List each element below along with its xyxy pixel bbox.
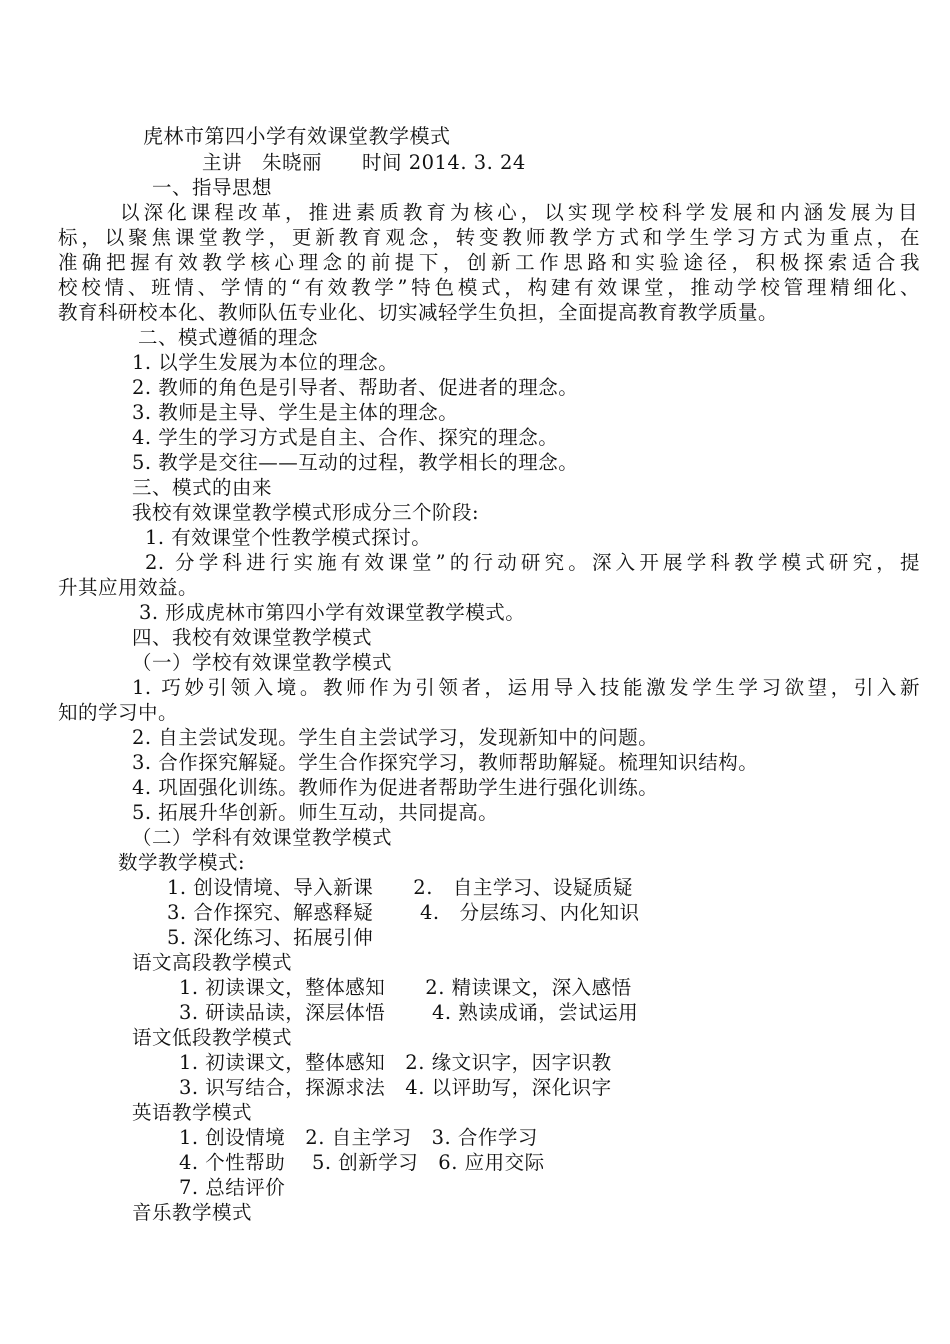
model-step-row: 1. 初读课文，整体感知 2. 精读课文，深入感悟 bbox=[179, 976, 632, 999]
list-item-continuation: 知的学习中。 bbox=[58, 701, 179, 724]
model-step-row: 3. 合作探究、解惑释疑 4. 分层练习、内化知识 bbox=[167, 901, 640, 924]
paragraph-line: 校校情、班情、学情的“有效教学”特色模式，构建有效课堂，推动学校管理精细化、 bbox=[58, 276, 920, 299]
list-item: 2. 分学科进行实施有效课堂”的行动研究。深入开展学科教学模式研究，提 bbox=[145, 551, 920, 574]
section-intro: 我校有效课堂教学模式形成分三个阶段: bbox=[132, 501, 480, 524]
math-model-heading: 数学教学模式: bbox=[118, 851, 246, 874]
model-step-row: 4. 个性帮助 5. 创新学习 6. 应用交际 bbox=[179, 1151, 545, 1174]
chinese-high-model-heading: 语文高段教学模式 bbox=[132, 951, 293, 974]
list-item: 2. 自主尝试发现。学生自主尝试学习，发现新知中的问题。 bbox=[132, 726, 659, 749]
paragraph-line: 标，以聚焦课堂教学，更新教育观念，转变教师教学方式和学生学习方式为重点，在 bbox=[58, 226, 920, 249]
chinese-low-model-heading: 语文低段教学模式 bbox=[132, 1026, 293, 1049]
english-model-heading: 英语教学模式 bbox=[132, 1101, 253, 1124]
list-item: 2. 教师的角色是引导者、帮助者、促进者的理念。 bbox=[132, 376, 579, 399]
list-item: 5. 教学是交往——互动的过程，教学相长的理念。 bbox=[132, 451, 579, 474]
paragraph-line: 教育科研校本化、教师队伍专业化、切实减轻学生负担，全面提高教育教学质量。 bbox=[58, 301, 779, 324]
model-step-row: 1. 初读课文，整体感知 2. 缘文识字，因字识教 bbox=[179, 1051, 612, 1074]
music-model-heading: 音乐教学模式 bbox=[132, 1201, 253, 1224]
list-item: 1. 以学生发展为本位的理念。 bbox=[132, 351, 399, 374]
section-heading-principles: 二、模式遵循的理念 bbox=[138, 326, 319, 349]
list-item-continuation: 升其应用效益。 bbox=[58, 576, 199, 599]
list-item: 3. 合作探究解疑。学生合作探究学习，教师帮助解疑。梳理知识结构。 bbox=[132, 751, 759, 774]
paragraph-line: 准确把握有效教学核心理念的前提下，创新工作思路和实验途径，积极探索适合我 bbox=[58, 251, 920, 274]
model-step-row: 5. 深化练习、拓展引伸 bbox=[167, 926, 374, 949]
paragraph-line: 以深化课程改革，推进素质教育为核心，以实现学校科学发展和内涵发展为目 bbox=[120, 201, 918, 224]
model-step-row: 3. 识写结合，探源求法 4. 以评助写，深化识字 bbox=[179, 1076, 612, 1099]
list-item: 4. 巩固强化训练。教师作为促进者帮助学生进行强化训练。 bbox=[132, 776, 659, 799]
model-step-row: 1. 创设情境、导入新课 2. 自主学习、设疑质疑 bbox=[167, 876, 633, 899]
document-title: 虎林市第四小学有效课堂教学模式 bbox=[143, 124, 451, 148]
subsection-heading: （一）学校有效课堂教学模式 bbox=[132, 651, 393, 674]
list-item: 3. 形成虎林市第四小学有效课堂教学模式。 bbox=[139, 601, 526, 624]
model-step-row: 7. 总结评价 bbox=[179, 1176, 286, 1199]
section-heading-guiding-thought: 一、指导思想 bbox=[152, 176, 273, 199]
list-item: 5. 拓展升华创新。师生互动，共同提高。 bbox=[132, 801, 499, 824]
section-heading-school-model: 四、我校有效课堂教学模式 bbox=[132, 626, 373, 649]
subsection-heading: （二）学科有效课堂教学模式 bbox=[132, 826, 393, 849]
list-item: 1. 有效课堂个性教学模式探讨。 bbox=[145, 526, 432, 549]
model-step-row: 3. 研读品读，深层体悟 4. 熟读成诵，尝试运用 bbox=[179, 1001, 639, 1024]
list-item: 1. 巧妙引领入境。教师作为引领者，运用导入技能激发学生学习欲望，引入新 bbox=[132, 676, 920, 699]
model-step-row: 1. 创设情境 2. 自主学习 3. 合作学习 bbox=[179, 1126, 538, 1149]
list-item: 3. 教师是主导、学生是主体的理念。 bbox=[132, 401, 459, 424]
section-heading-origin: 三、模式的由来 bbox=[132, 476, 273, 499]
document-byline: 主讲 朱晓丽 时间 2014. 3. 24 bbox=[202, 151, 526, 174]
list-item: 4. 学生的学习方式是自主、合作、探究的理念。 bbox=[132, 426, 559, 449]
